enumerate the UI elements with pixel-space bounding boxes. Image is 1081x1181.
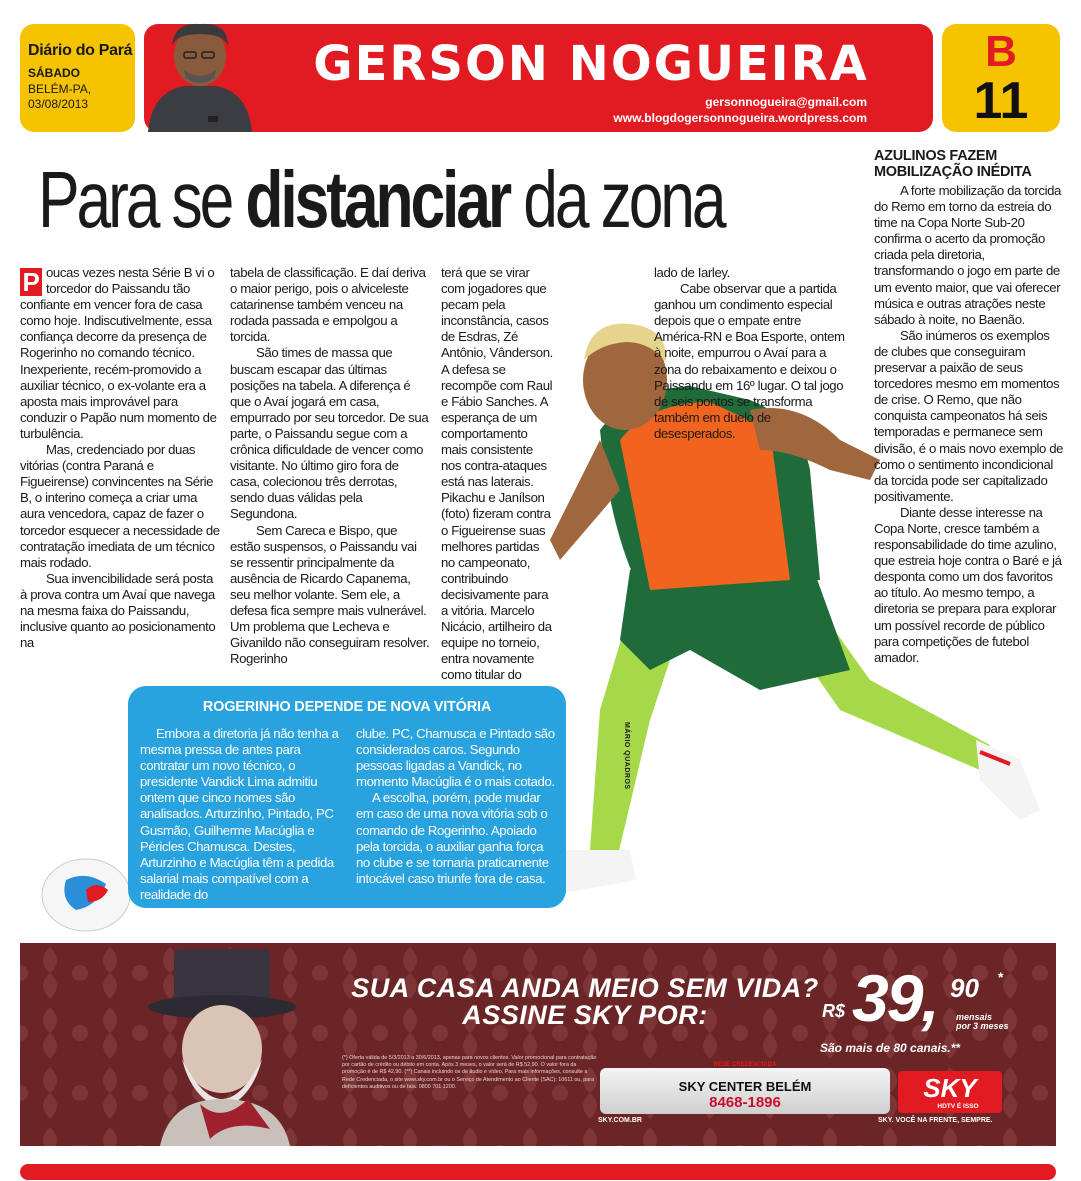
newspaper-name: Diário do Pará [28,42,133,59]
photo-credit: MÁRIO QUADROS [623,722,630,790]
paragraph: Diante desse interesse na Copa Norte, cresce também a responsabilidade do time azulino, que estreia hoje contra o Baré e já desponta como um dos favoritos ao título. Ao mesmo tempo, a diretoria se prepara para explorar um possível recorde de público para competições de futebol amador. [874,504,1062,665]
channels-claim: São mais de 80 canais.** [820,1041,961,1055]
headline-part: Para se [38,155,246,244]
paragraph: Cabe observar que a partida ganhou um condimento especial depois que o empate entre América-RN e Boa Esporte, ontem à noite, empurrou o Avaí para a zona do rebaixamento e deixou o Paissandu em 16º lugar. O tal jogo de seis pontos se transforma também em duelo de desesperados. [654,281,845,441]
contact-info [613,94,867,126]
ad-headline-line-1: SUA CASA ANDA MEIO SEM VIDA? [351,973,819,1003]
price-cents: 90 [950,973,979,1003]
ad-headline-line-2: ASSINE SKY POR: [462,1000,708,1030]
info-box-title: ROGERINHO DEPENDE DE NOVA VITÓRIA [202,699,492,715]
store-label: REDE CREDENCIADA [713,1062,777,1068]
sky-logo-text: SKY [923,1073,977,1103]
sky-logo-icon[interactable] [898,1071,1002,1113]
headline-bold: distanciar [245,155,510,244]
page-indicator [942,24,1060,132]
headline [38,150,723,250]
store-phone[interactable]: 8468-1896 [709,1094,781,1111]
paragraph: A escolha, porém, pode mudar em caso de uma nova vitória sob o comando de Rogerinho. Apoiado pela torcida, o auxiliar ganha força no clube e se tornaria praticamente intocável caso triunfe fora de casa. [356,790,549,886]
weekday: SÁBADO [28,66,81,80]
paragraph: São times de massa que buscam escapar das últimas posições na tabela. A diferença é que o Avaí jogará em casa, empurrado por seu torcedor. De sua parte, o Paissandu segue com a crônica dificuldade de vencer como visitante. No último giro fora de casa, colecionou três derrotas, sendo duas válidas pela Segundona. [230,345,429,522]
date: 03/08/2013 [28,97,89,111]
article-column-4 [654,265,850,442]
columnist-name: GERSON NOGUEIRA [313,36,869,92]
ad-tagline: SKY. VOCÊ NA FRENTE, SEMPRE. [878,1117,993,1124]
article-column-3 [441,265,625,700]
ad-headline [345,975,825,1029]
paragraph: tabela de classificação. E daí deriva o maior perigo, pois o alviceleste catarinense também venceu na rodada passada e empolgou a torcida. [230,265,426,345]
footer-bar [20,1164,1056,1180]
headline-part: da zona [509,155,724,244]
columnist-banner [144,24,933,132]
section-letter: B [985,27,1017,76]
paragraph: Embora a diretoria já não tenha a mesma pressa de antes para contratar um novo técnico, o presidente Vandick Lima admitiu ontem que cinco nomes são analisados. Arturzinho, Pintado, PC Gusmão, Guilherme Macúglia e Péricles Chamusca. Destes, Arturzinho e Macúglia têm a pedida salarial mais compatível com a realidade do [140,726,339,902]
price-value: 39, [852,961,938,1035]
ball-icon [36,850,136,932]
price-period-line-1: mensais [956,1012,993,1022]
info-box-column-2 [356,726,556,887]
price-period-line-2: por 3 meses [956,1021,1009,1031]
date-box [20,24,135,132]
info-box-column-1 [140,726,340,903]
article-column-1 [20,265,220,651]
sidebar-text [874,183,1064,666]
sky-advertisement[interactable] [20,943,1056,1146]
dropcap: P [20,268,42,296]
blog-link[interactable]: www.blogdogersonnogueira.wordpress.com [613,111,867,125]
columnist-avatar [144,16,254,132]
paragraph: Mas, credenciado por duas vitórias (contra Paraná e Figueirense) convincentes na Série B, o interino começa a criar uma aura vencedora, capaz de fazer o torcedor esquecer a necessidade de contratação imediata de um técnico mais rodado. [20,442,220,570]
sky-logo-subtitle: HDTV É ISSO [937,1103,979,1110]
paragraph-text: oucas vezes nesta Série B vi o torcedor do Paissandu tão confiante em vencer fora de casa como hoje. Indiscutivelmente, essa confiança decorre da presença de Rogerinho no comando técnico. Inexperiente, recém-promovido a auxiliar técnico, o ex-volante era a aposta mais improvável para conduzir o Papão num momento de turbulência. [20,265,217,441]
paragraph [20,265,220,442]
sidebar-title: AZULINOS FAZEM MOBILIZAÇÃO INÉDITA [874,148,1032,180]
store-name: SKY CENTER BELÉM [678,1079,812,1094]
paragraph: clube. PC, Chamusca e Pintado são considerados caros. Segundo pessoas ligadas a Vandick, no momento Macúglia é o mais cotado. [356,726,555,790]
price-period [956,1013,1009,1031]
paragraph: A forte mobilização da torcida do Remo em torno da estreia do time na Copa Norte Sub-20 confirma o acerto da promoção criada pela diretoria, transformando o jogo em parte de um evento maior, que vai oferecer música e outras atrações neste sábado à noite, no Baenão. [874,183,1061,327]
paragraph: Sua invencibilidade será posta à prova contra um Avaí que navega na mesma faixa do Paissandu, inclusive quanto ao posicionamento na [20,570,216,651]
paragraph: São inúmeros os exemplos de clubes que conseguiram preservar a paixão de seus torcedores mesmo em momentos de crise. O Remo, que não conquista campeonatos há seis temporadas e permanece sem divisão, é o mais novo exemplo de como o sentimento incondicional da torcida pode ser capitalizado positivamente. [874,327,1064,504]
email-link[interactable]: gersonnogueira@gmail.com [705,95,867,109]
price-footnote-mark: * [998,969,1004,985]
ad-legal-text: (*) Oferta válida de 5/3/2013 a 30/6/2013, apenas para novos clientes. Valor promocional para contratação por cartão de crédito ou débito em conta. Após 3 meses, o valor será de R$ 52,90. O valor fora da promoção é de R$ 42,90. (**) Canais incluindo os de áudio e vídeo. Para mais informações, consulte a Rede Credenciada, o site www.sky.com.br ou o Serviço de Atendimento ao Cliente (SAC): 10611 ou, para deficientes auditivos ou de fala: 0800 701 1200. [342,1055,597,1090]
paragraph: lado de Iarley. [654,265,730,280]
city: BELÉM-PA, [28,82,92,96]
ad-character-illustration [130,949,330,1146]
price-currency: R$ [822,1001,846,1021]
store-card[interactable] [600,1062,890,1114]
ad-website[interactable]: SKY.COM.BR [598,1117,642,1124]
paragraph: terá que se virar com jogadores que pecam pela inconstância, casos de Esdras, Zé Antônio, Vânderson. A defesa se recompõe com Raul e Fábio Sanches. A esperança de um comportamento mais consistente nos contra-ataques está nas laterais. Pikachu e Janílson (foto) fizeram contra o Figueirense suas melhores partidas no campeonato, contribuindo decisivamente para a vitória. Marcelo Nicácio, artilheiro da equipe no torneio, entra novamente como titular do [441,265,553,683]
page-number: 11 [973,72,1029,130]
article-column-2 [230,265,430,667]
dateline [28,82,91,112]
paragraph: Sem Careca e Bispo, que estão suspensos, o Paissandu vai se ressentir principalmente da ausência de Ricardo Capanema, seu melhor volante. Sem ele, a defesa fica sempre mais vulnerável. Um problema que Lecheva e Givanildo não conseguiram resolver. Rogerinho [230,522,430,667]
